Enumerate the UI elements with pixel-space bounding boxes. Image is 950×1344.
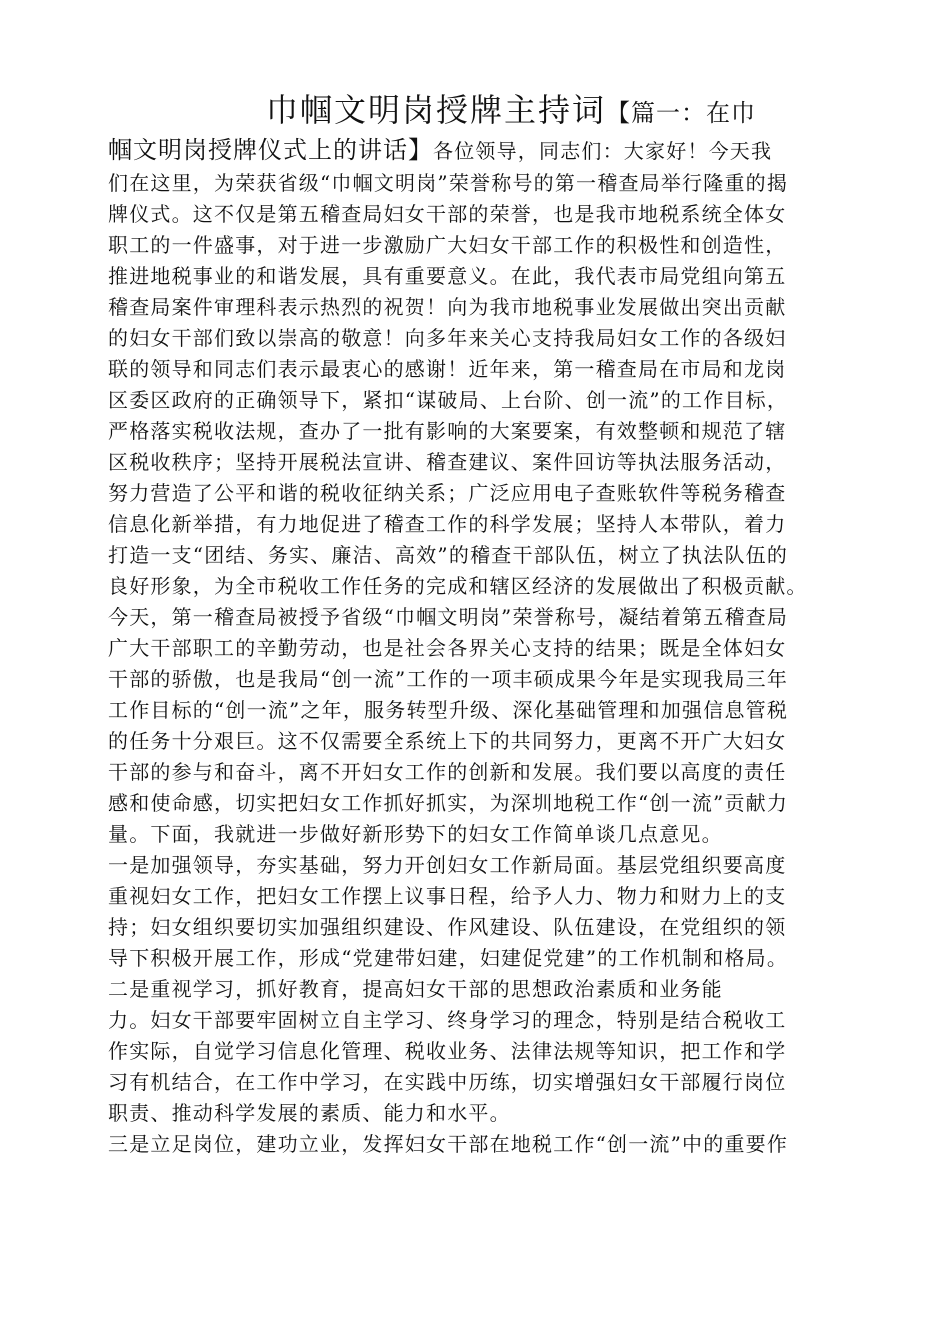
text-line: 一是加强领导，夯实基础，努力开创妇女工作新局面。基层党组织要高度: [108, 853, 787, 877]
text-line: 导下积极开展工作，形成“党建带妇建，妇建促党建”的工作机制和格局。: [108, 946, 789, 970]
text-line: 信息化新举措，有力地促进了稽查工作的科学发展；坚持人本带队，着力: [108, 512, 787, 536]
text-line: 重视妇女工作，把妇女工作摆上议事日程，给予人力、物力和财力上的支: [108, 884, 787, 908]
text-line: 今天，第一稽查局被授予省级“巾帼文明岗”荣誉称号，凝结着第五稽查局: [108, 605, 789, 629]
document-subtitle-start: 【篇一：在巾: [606, 99, 757, 127]
text-line: 区委区政府的正确领导下，紧扣“谋破局、上台阶、创一流”的工作目标，: [108, 388, 789, 412]
text-line: 们在这里，为荣获省级“巾帼文明岗”荣誉称号的第一稽查局举行隆重的揭: [108, 171, 789, 195]
text-line: 干部的参与和奋斗，离不开妇女工作的创新和发展。我们要以高度的责任: [108, 760, 787, 784]
text-line: 良好形象，为全市税收工作任务的完成和辖区经济的发展做出了积极贡献。: [108, 574, 808, 598]
document-body: [108, 88, 868, 1160]
text-line: 牌仪式。这不仅是第五稽查局妇女干部的荣誉，也是我市地税系统全体女: [108, 202, 787, 226]
text-line: 干部的骄傲，也是我局“创一流”工作的一项丰硕成果今年是实现我局三年: [108, 667, 789, 691]
text-line: 广大干部职工的辛勤劳动，也是社会各界关心支持的结果；既是全体妇女: [108, 636, 787, 660]
text-line: 稽查局案件审理科表示热烈的祝贺！向为我市地税事业发展做出突出贡献: [108, 295, 787, 319]
text-line: 联的领导和同志们表示最衷心的感谢！近年来，第一稽查局在市局和龙岗: [108, 357, 787, 381]
text-line: 力。妇女干部要牢固树立自主学习、终身学习的理念，特别是结合税收工: [108, 1008, 787, 1032]
text-line: 三是立足岗位，建功立业，发挥妇女干部在地税工作“创一流”中的重要作: [108, 1132, 789, 1156]
text-line: 二是重视学习，抓好教育，提高妇女干部的思想政治素质和业务能: [108, 977, 723, 1001]
subtitle-line: [108, 132, 868, 168]
text-line: 职工的一件盛事，对于进一步激励广大妇女干部工作的积极性和创造性，: [108, 233, 787, 257]
text-line: 的妇女干部们致以崇高的敬意！向多年来关心支持我局妇女工作的各级妇: [108, 326, 787, 350]
text-line: 感和使命感，切实把妇女工作抓好抓实，为深圳地税工作“创一流”贡献力: [108, 791, 789, 815]
text-line: 作实际，自觉学习信息化管理、税收业务、法律法规等知识，把工作和学: [108, 1039, 787, 1063]
text-line: 努力营造了公平和谐的税收征纳关系；广泛应用电子查账软件等税务稽查: [108, 481, 787, 505]
text-line: 推进地税事业的和谐发展，具有重要意义。在此，我代表市局党组向第五: [108, 264, 787, 288]
text-line: 区税收秩序；坚持开展税法宣讲、稽查建议、案件回访等执法服务活动，: [108, 450, 787, 474]
document-subtitle-end: 帼文明岗授牌仪式上的讲话】: [108, 136, 433, 164]
paragraph-lines: [108, 168, 868, 1160]
document-title: 巾帼文明岗授牌主持词: [266, 91, 607, 129]
text-line: 习有机结合，在工作中学习，在实践中历练，切实增强妇女干部履行岗位: [108, 1070, 787, 1094]
opening-text: 各位领导，同志们：大家好！今天我: [433, 139, 773, 163]
text-line: 持；妇女组织要切实加强组织建设、作风建设、队伍建设，在党组织的领: [108, 915, 787, 939]
text-line: 严格落实税收法规，查办了一批有影响的大案要案，有效整顿和规范了辖: [108, 419, 787, 443]
text-line: 工作目标的“创一流”之年，服务转型升级、深化基础管理和加强信息管税: [108, 698, 789, 722]
text-line: 量。下面，我就进一步做好新形势下的妇女工作简单谈几点意见。: [108, 822, 723, 846]
text-line: 打造一支“团结、务实、廉洁、高效”的稽查干部队伍，树立了执法队伍的: [108, 543, 789, 567]
text-line: 职责、推动科学发展的素质、能力和水平。: [108, 1101, 511, 1125]
text-line: 的任务十分艰巨。这不仅需要全系统上下的共同努力，更离不开广大妇女: [108, 729, 787, 753]
title-line: [108, 88, 868, 132]
